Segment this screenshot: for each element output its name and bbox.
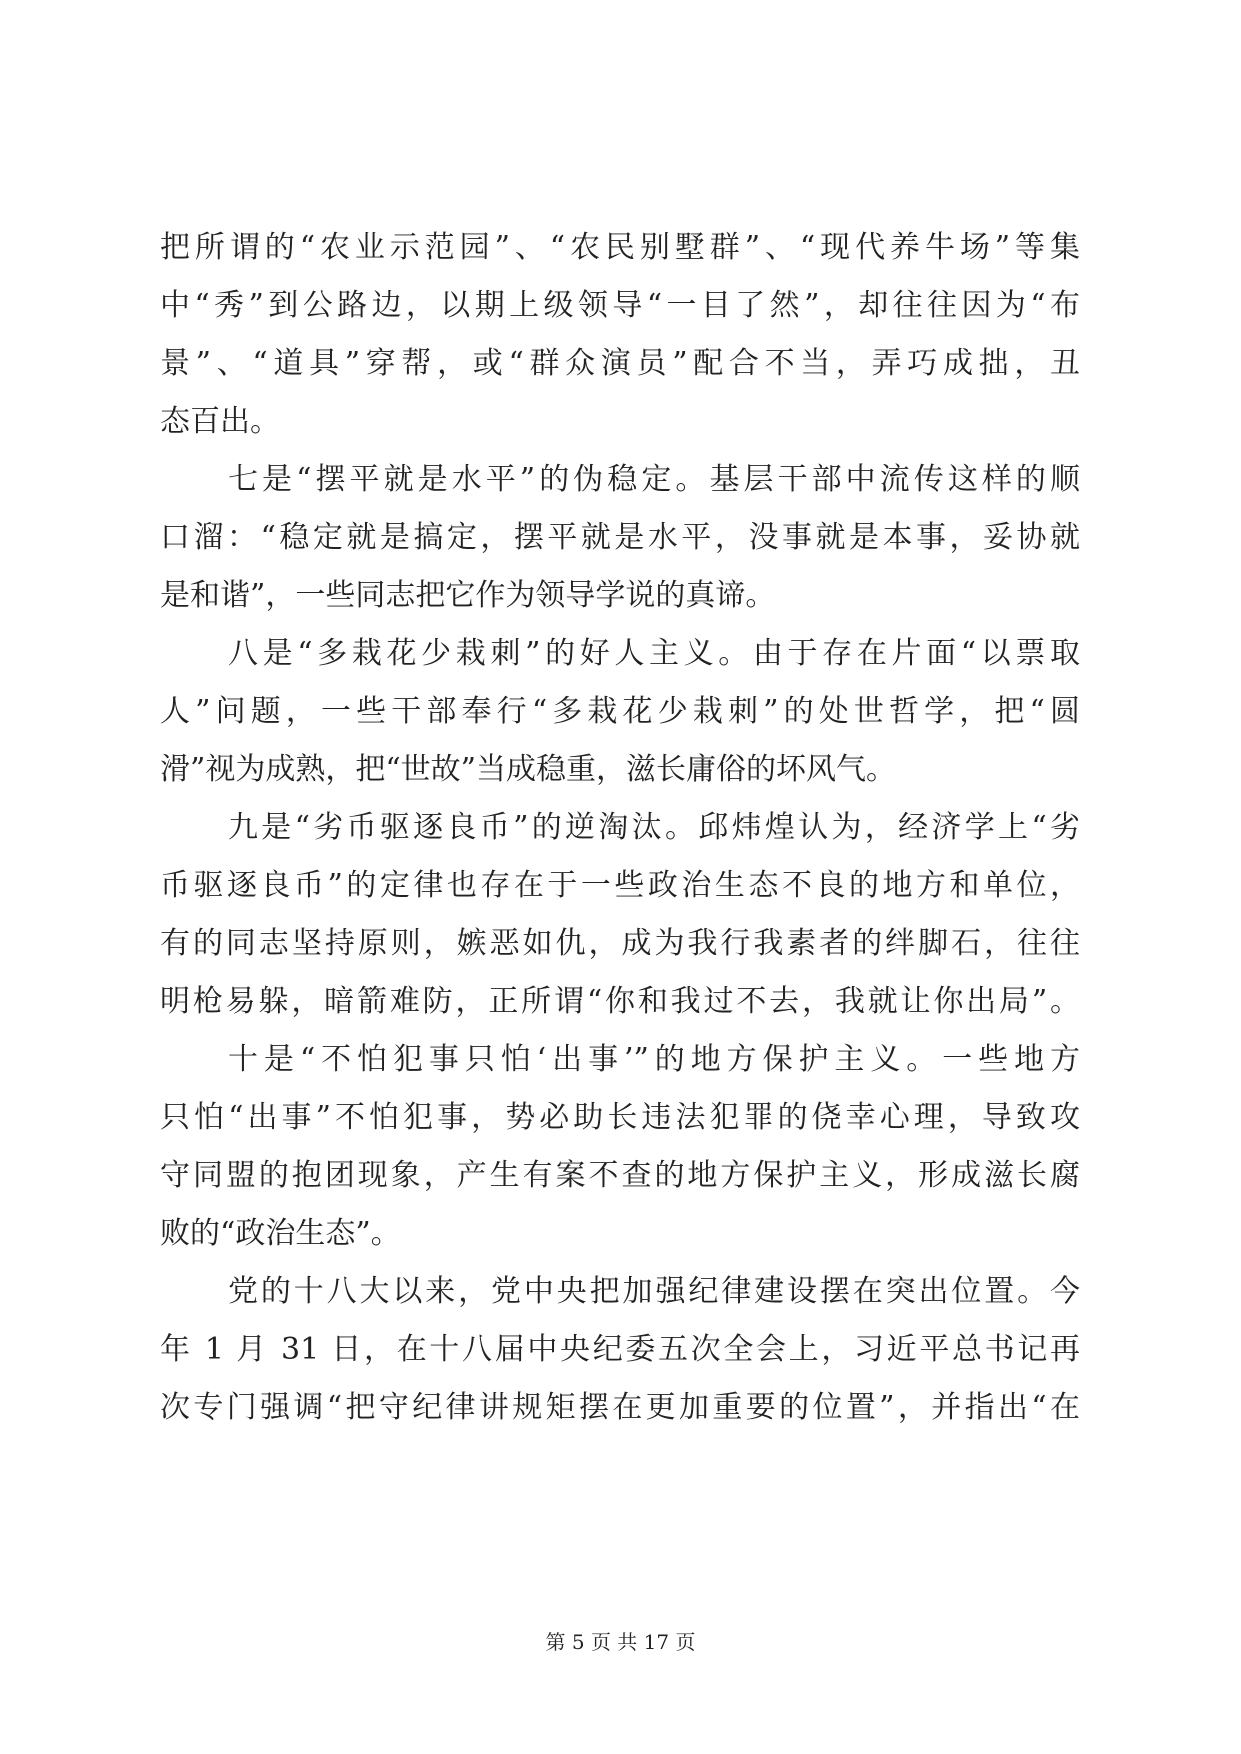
text-line: 滑”视为成熟，把“世故”当成稳重，滋长庸俗的坏风气。	[160, 752, 897, 787]
paragraph-first-line: 党的十八大以来，党中央把加强纪律建设摆在突出位置。今	[228, 1274, 1080, 1309]
text-line: 人”问题，一些干部奉行“多栽花少栽刺”的处世哲学，把“圆	[160, 694, 1080, 729]
paragraph-first-line: 七是“摆平就是水平”的伪稳定。基层干部中流传这样的顺	[228, 462, 1080, 497]
paragraph-first-line: 十是“不怕犯事只怕‘出事’”的地方保护主义。一些地方	[228, 1042, 1080, 1077]
text-line: 年 1 月 31 日，在十八届中央纪委五次全会上，习近平总书记再	[160, 1332, 1080, 1367]
text-line: 币驱逐良币”的定律也存在于一些政治生态不良的地方和单位，	[160, 868, 1080, 903]
text-line: 败的“政治生态”。	[160, 1216, 401, 1251]
text-line: 只怕“出事”不怕犯事，势必助长违法犯罪的侥幸心理，导致攻	[160, 1100, 1080, 1135]
paragraph-first-line: 九是“劣币驱逐良币”的逆淘汰。邱炜煌认为，经济学上“劣	[228, 810, 1080, 845]
paragraph-first-line: 八是“多栽花少栽刺”的好人主义。由于存在片面“以票取	[228, 636, 1080, 671]
text-line: 次专门强调“把守纪律讲规矩摆在更加重要的位置”，并指出“在	[160, 1390, 1080, 1425]
text-line: 口溜：“稳定就是搞定，摆平就是水平，没事就是本事，妥协就	[160, 520, 1080, 555]
text-line: 态百出。	[160, 404, 280, 439]
text-line: 景”、“道具”穿帮，或“群众演员”配合不当，弄巧成拙，丑	[160, 346, 1080, 381]
text-line: 明枪易躲，暗箭难防，正所谓“你和我过不去，我就让你出局”。	[160, 984, 1080, 1019]
text-line: 是和谐”，一些同志把它作为领导学说的真谛。	[160, 578, 776, 613]
page-number-footer: 第 5 页 共 17 页	[545, 1630, 696, 1654]
text-line: 守同盟的抱团现象，产生有案不查的地方保护主义，形成滋长腐	[160, 1158, 1080, 1193]
text-line: 有的同志坚持原则，嫉恶如仇，成为我行我素者的绊脚石，往往	[160, 926, 1080, 961]
text-line: 中“秀”到公路边，以期上级领导“一目了然”，却往往因为“布	[160, 288, 1080, 323]
text-line: 把所谓的“农业示范园”、“农民别墅群”、“现代养牛场”等集	[160, 230, 1080, 265]
